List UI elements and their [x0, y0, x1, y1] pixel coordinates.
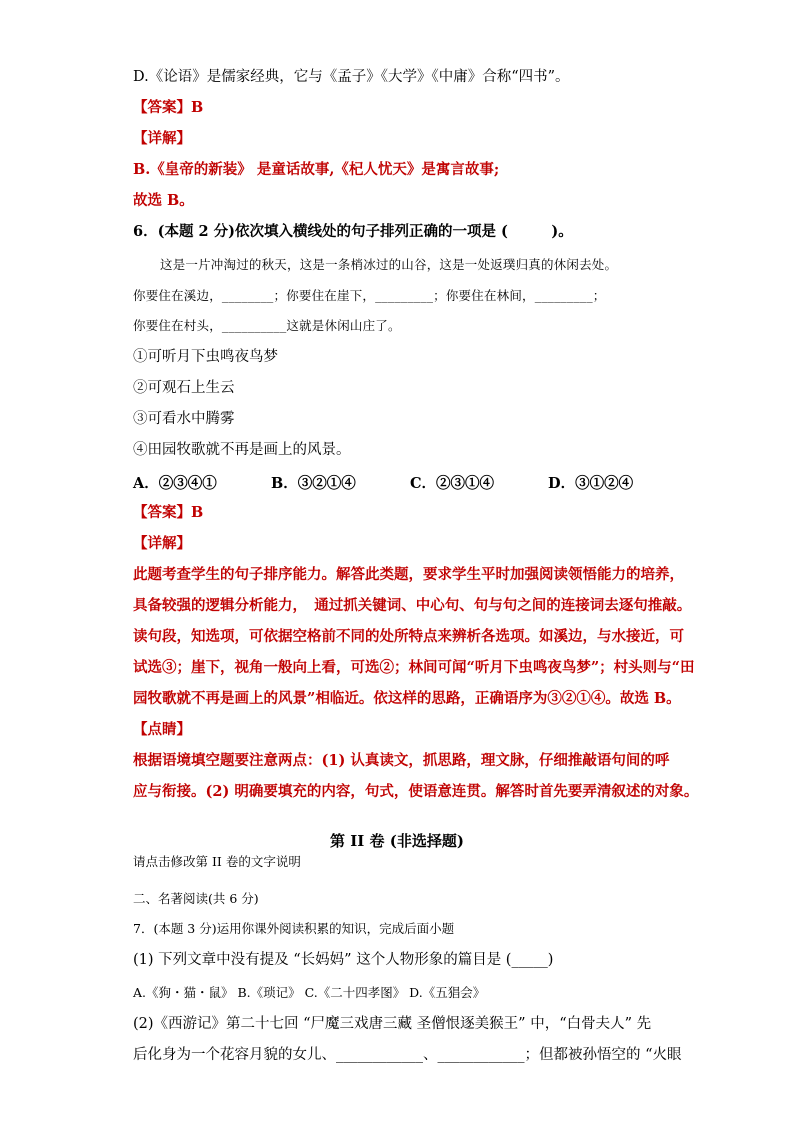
answer-label: 【答案】B [133, 504, 204, 521]
question-7-part-1: (1) 下列文章中没有提及 “长妈妈” 这个人物形象的篇目是 (_____) [133, 952, 554, 968]
conclusion-text: 故选 B。 [133, 192, 194, 209]
option-c: C．②③①④ [410, 475, 495, 492]
explanation-line-3: 读句段，知选项，可依据空格前不同的处所特点来辨析各选项。如溪边，与水接近，可 [133, 628, 684, 645]
sentence-1: ①可听月下虫鸣夜鸟梦 [133, 349, 278, 365]
option-b: B．③②①④ [271, 475, 356, 492]
detail-label: 【详解】 [133, 535, 191, 552]
section-heading: 二、名著阅读(共 6 分) [133, 891, 259, 906]
sentence-2: ②可观石上生云 [133, 380, 235, 396]
passage-line-1: 这是一片冲淘过的秋天，这是一条梢冰过的山谷，这是一处返璞归真的休闲去处。 [160, 257, 618, 272]
question-7-part-1-options: A.《狗・猫・鼠》 B.《琐记》 C.《二十四孝图》 D.《五猖会》 [133, 985, 486, 1000]
passage-line-3: 你要住在村头，__________这就是休闲山庄了。 [133, 318, 401, 333]
question-6: 6．(本题 2 分)依次填入横线处的句子排列正确的一项是 ( )。 [133, 223, 573, 240]
tip-label: 【点睛】 [133, 721, 191, 738]
explanation-line-5: 园牧歌就不再是画上的风景”相临近。依这样的思路，正确语序为③②①④。故选 B。 [133, 690, 681, 707]
question-7-part-2: (2)《西游记》第二十七回 “尸魔三戏唐三藏 圣僧恨逐美猴王” 中，“白骨夫人” 先 [133, 1016, 652, 1032]
question-7-part-2-cont: 后化身为一个花容月貌的女儿、____________、____________；但都被孙悟空的 “火眼 [133, 1047, 682, 1063]
explanation-line-1: 此题考查学生的句子排序能力。解答此类题，要求学生平时加强阅读领悟能力的培养， [133, 566, 684, 583]
sentence-3: ③可看水中腾雾 [133, 411, 235, 427]
option-d-text: D.《论语》是儒家经典，它与《孟子》《大学》《中庸》合称“四书”。 [133, 69, 570, 85]
tip-line-1: 根据语境填空题要注意两点：(1) 认真读文，抓思路，理文脉，仔细推敲语句间的呼 [133, 752, 670, 769]
tip-line-2: 应与衔接。(2) 明确要填充的内容，句式，使语意连贯。解答时首先要弄清叙述的对象。 [133, 783, 699, 800]
explanation-line-2: 具备较强的逻辑分析能力， 通过抓关键词、中心句、句与句之间的连接词去逐句推敲。 [133, 597, 692, 614]
passage-line-2: 你要住在溪边，________；你要住在崖下，_________；你要住在林间，_________； [133, 288, 606, 303]
question-7: 7．(本题 3 分)运用你课外阅读积累的知识，完成后面小题 [133, 921, 455, 936]
volume-note: 请点击修改第 II 卷的文字说明 [133, 854, 301, 869]
explanation-text: B.《皇帝的新装》 是童话故事,《杞人忧天》是寓言故事; [133, 161, 500, 178]
explanation-line-4: 试选③；崖下，视角一般向上看，可选②；林间可闻“听月下虫鸣夜鸟梦”；村头则与“田 [133, 659, 695, 676]
sentence-4: ④田园牧歌就不再是画上的风景。 [133, 442, 351, 458]
detail-label: 【详解】 [133, 130, 191, 147]
option-d: D．③①②④ [548, 475, 634, 492]
volume-heading: 第 II 卷 (非选择题) [330, 832, 464, 850]
option-a: A．②③④① [133, 475, 217, 492]
answer-label: 【答案】B [133, 99, 204, 116]
